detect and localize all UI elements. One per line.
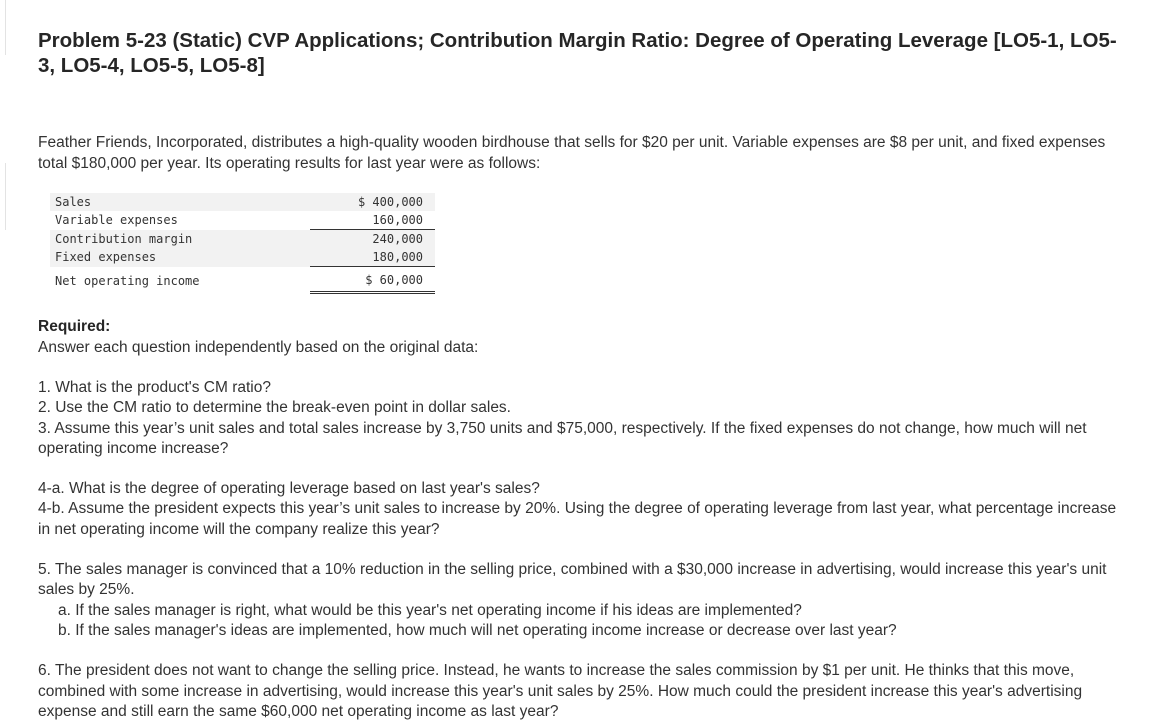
left-edge-tab xyxy=(0,163,6,230)
table-row xyxy=(50,267,435,293)
question-6: 6. The president does not want to change the selling price. Instead, he wants to increase the sales commission by $1 per unit. He thinks that this move, combined with some increase in advertising, would increase this year's unit sales by 25%. How much could the president increase this year's advertising expense and still earn the same $60,000 net operating income as last year? xyxy=(38,662,1083,720)
required-section xyxy=(38,317,1118,358)
question-1: 1. What is the product's CM ratio? xyxy=(38,379,271,396)
problem-intro: Feather Friends, Incorporated, distributes a high-quality wooden birdhouse that sells for $20 per unit. Variable expenses are $8 per unit, and fixed expenses total $180,000 per year. Its operating results for last year were as follows: xyxy=(38,134,1106,172)
left-edge-tab xyxy=(0,0,6,55)
question-3: 3. Assume this year’s unit sales and total sales increase by 3,750 units and $75,000, respectively. If the fixed expenses do not change, how much will net operating income increase? xyxy=(38,419,1087,457)
row-label: Contribution margin xyxy=(50,230,310,249)
question-4b: 4-b. Assume the president expects this year’s unit sales to increase by 20%. Using the degree of operating leverage from last year, what percentage increase in net operating income will the company realize this year? xyxy=(38,500,1117,538)
row-label: Fixed expenses xyxy=(50,248,310,267)
question-5a: a. If the sales manager is right, what would be this year's net operating income if his ideas are implemented? xyxy=(58,601,802,619)
row-value: 180,000 xyxy=(310,248,435,267)
row-label: Sales xyxy=(50,193,310,211)
problem-title: Problem 5-23 (Static) CVP Applications; Contribution Margin Ratio: Degree of Operating Leverage [LO5-1, LO5-3, LO5-4, LO5-5, LO5-8] xyxy=(38,29,1117,77)
row-label: Net operating income xyxy=(55,273,200,288)
table-row xyxy=(50,211,435,230)
table-row xyxy=(50,193,435,211)
question-5b: b. If the sales manager's ideas are implemented, how much will net operating income increase or decrease over last year? xyxy=(58,621,897,639)
row-value: 160,000 xyxy=(310,211,435,230)
table-row xyxy=(50,248,435,267)
income-statement-table xyxy=(50,193,435,294)
row-value: 240,000 xyxy=(310,230,435,249)
row-value: $ 400,000 xyxy=(310,193,435,211)
required-heading: Required: xyxy=(38,318,111,335)
question-5: 5. The sales manager is convinced that a 10% reduction in the selling price, combined with a $30,000 increase in advertising, would increase this year's unit sales by 25%. xyxy=(38,561,1107,599)
row-value: $ 60,000 xyxy=(310,267,435,293)
problem-content xyxy=(38,28,1118,722)
question-4a: 4-a. What is the degree of operating leverage based on last year's sales? xyxy=(38,480,540,498)
question-2: 2. Use the CM ratio to determine the break-even point in dollar sales. xyxy=(38,399,511,417)
row-label: Variable expenses xyxy=(55,213,178,228)
required-instruction: Answer each question independently based on the original data: xyxy=(38,338,479,356)
table-row xyxy=(50,230,435,249)
